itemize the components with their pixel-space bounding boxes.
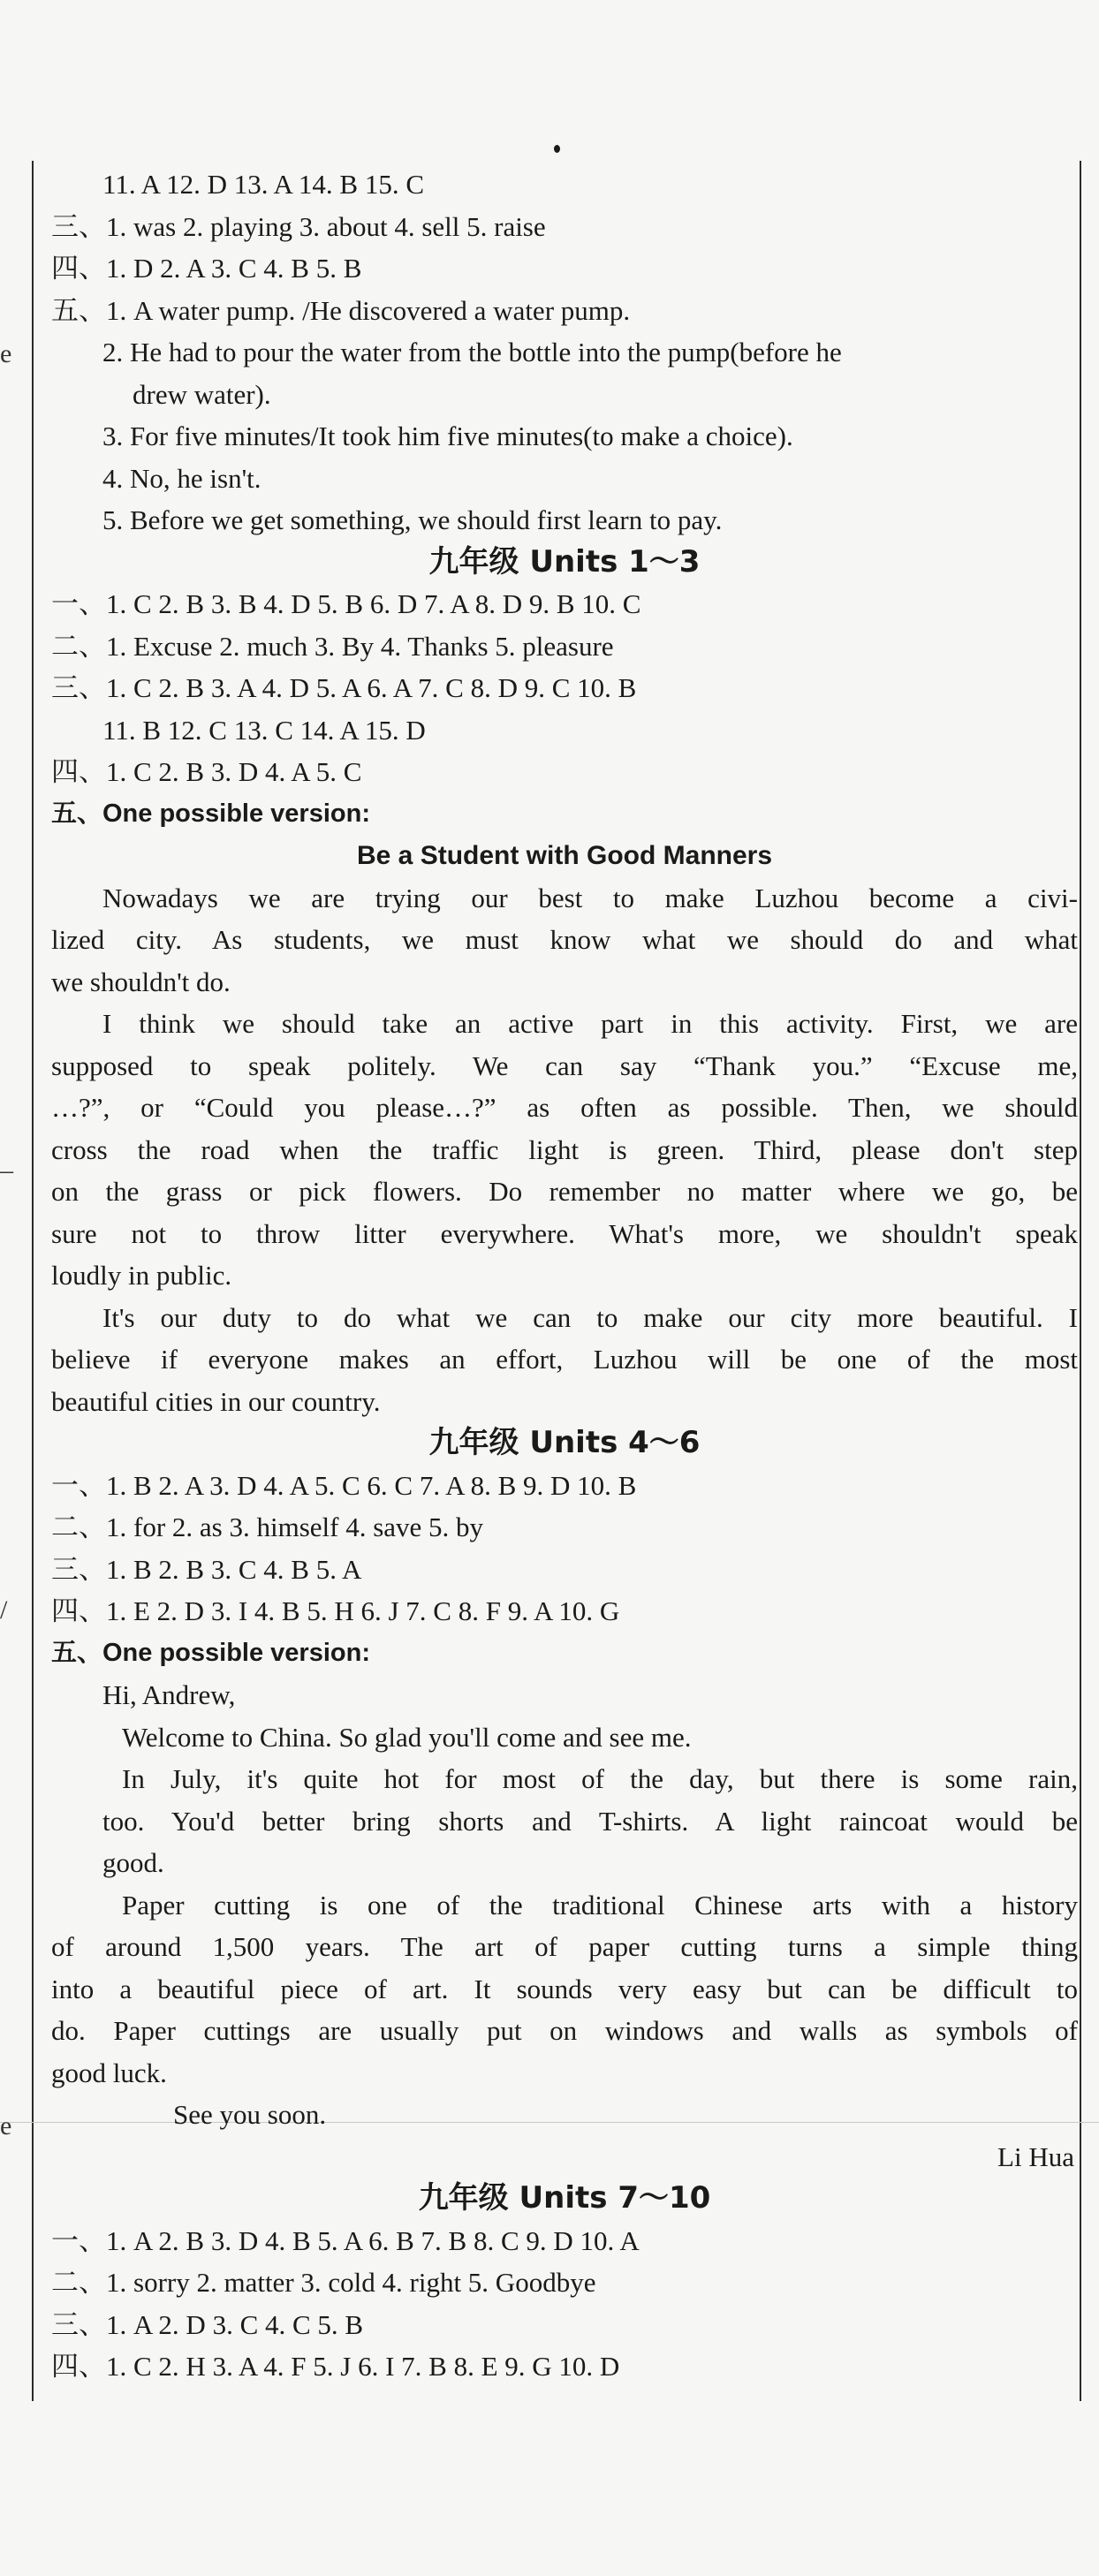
answer-line: 3. For five minutes/It took him five minutes(to make a choice).	[102, 420, 793, 451]
answer-line: 2. He had to pour the water from the bottle into the pump(before he	[102, 337, 842, 367]
letter-line: Welcome to China. So glad you'll come and see me.	[122, 1721, 692, 1753]
essay-line: cross the road when the traffic light is green. Third, please don't step	[51, 1133, 1078, 1165]
right-margin-rule	[1080, 161, 1081, 2401]
answer-line: 四、1. D 2. A 3. C 4. B 5. B	[51, 253, 362, 284]
essay-line: …?”, or “Could you please…?” as often as possible. Then, we should	[51, 1092, 1078, 1123]
answer-line: 三、1. B 2. B 3. C 4. B 5. A	[51, 1553, 362, 1585]
essay-line: believe if everyone makes an effort, Luzhou will be one of the most	[51, 1344, 1078, 1375]
answer-line: 三、1. A 2. D 3. C 4. C 5. B	[51, 2308, 364, 2340]
answer-line: 一、1. B 2. A 3. D 4. A 5. C 6. C 7. A 8. B 9. D 10. B	[51, 1469, 637, 1501]
letter-line: Paper cutting is one of the traditional Chinese arts with a history	[122, 1889, 1078, 1921]
writing-label: 五、One possible version:	[51, 799, 370, 828]
essay-line: on the grass or pick flowers. Do remember no matter where we go, be	[51, 1176, 1078, 1207]
letter-line: of around 1,500 years. The art of paper cutting turns a simple thing	[51, 1931, 1078, 1962]
left-margin-rule	[32, 161, 34, 2401]
answer-line: drew water).	[133, 378, 271, 410]
answer-line: 四、1. E 2. D 3. I 4. B 5. H 6. J 7. C 8. F 9. A 10. G	[51, 1595, 620, 1626]
essay-line: supposed to speak politely. We can say “Thank you.” “Excuse me,	[51, 1049, 1078, 1081]
edge-fragment-dash: –	[0, 1155, 13, 1185]
edge-fragment-slash: /	[0, 1595, 8, 1625]
essay-line: beautiful cities in our country.	[51, 1385, 381, 1417]
letter-line: into a beautiful piece of art. It sounds very easy but can be difficult to	[51, 1973, 1078, 2004]
essay-line: lized city. As students, we must know what we should do and what	[51, 924, 1078, 955]
letter-line: Hi, Andrew,	[102, 1679, 236, 1710]
essay-line: I think we should take an active part in this activity. First, we are	[102, 1008, 1078, 1039]
essay-line: loudly in public.	[51, 1260, 232, 1291]
answer-line: 五、1. A water pump. /He discovered a water pump.	[51, 294, 631, 326]
answer-line: 一、1. A 2. B 3. D 4. B 5. A 6. B 7. B 8. C 9. D 10. A	[51, 2224, 640, 2256]
answer-line: 二、1. sorry 2. matter 3. cold 4. right 5. Goodbye	[51, 2267, 596, 2298]
essay-line: It's our duty to do what we can to make our city more beautiful. I	[102, 1301, 1078, 1333]
edge-fragment-e: e	[0, 339, 12, 368]
answer-line: 一、1. C 2. B 3. B 4. D 5. B 6. D 7. A 8. D 9. B 10. C	[51, 588, 641, 619]
answer-line: 11. A 12. D 13. A 14. B 15. C	[102, 169, 425, 200]
essay-line: Nowadays we are trying our best to make Luzhou become a civi-	[102, 882, 1078, 913]
letter-line: too. You'd better bring shorts and T-shirts. A light raincoat would be	[102, 1805, 1078, 1837]
letter-signature: Li Hua	[997, 2140, 1074, 2172]
section-heading-units-1-3: 九年级 Units 1～3	[428, 543, 701, 580]
letter-line: do. Paper cuttings are usually put on windows and walls as symbols of	[51, 2015, 1078, 2046]
answer-line: 二、1. Excuse 2. much 3. By 4. Thanks 5. pleasure	[51, 630, 614, 662]
letter-line: See you soon.	[173, 2099, 327, 2130]
answer-line: 三、1. was 2. playing 3. about 4. sell 5. raise	[51, 210, 546, 242]
answer-line: 4. No, he isn't.	[102, 462, 261, 494]
essay-line: we shouldn't do.	[51, 966, 231, 997]
answer-line: 二、1. for 2. as 3. himself 4. save 5. by	[51, 1512, 484, 1542]
ink-dot	[554, 145, 560, 153]
letter-line: In July, it's quite hot for most of the day, but there is some rain,	[122, 1763, 1078, 1794]
section-heading-units-4-6: 九年级 Units 4～6	[428, 1425, 701, 1460]
answer-line: 5. Before we get something, we should first learn to pay.	[102, 504, 723, 535]
answer-line: 四、1. C 2. B 3. D 4. A 5. C	[51, 756, 362, 787]
edge-fragment-e2: e	[0, 2111, 12, 2140]
answer-line: 四、1. C 2. H 3. A 4. F 5. J 6. I 7. B 8. E 9. G 10. D	[51, 2351, 620, 2382]
section-heading-units-7-10: 九年级 Units 7～10	[418, 2180, 711, 2216]
answer-line: 11. B 12. C 13. C 14. A 15. D	[102, 714, 426, 746]
writing-label: 五、One possible version:	[51, 1638, 370, 1667]
answer-key-page	[51, 163, 1078, 2388]
letter-line: good luck.	[51, 2057, 167, 2088]
essay-title: Be a Student with Good Manners	[356, 841, 773, 870]
essay-line: sure not to throw litter everywhere. What's more, we shouldn't speak	[51, 1217, 1078, 1249]
letter-line: good.	[102, 1847, 164, 1878]
answer-line: 三、1. C 2. B 3. A 4. D 5. A 6. A 7. C 8. D 9. C 10. B	[51, 672, 637, 703]
